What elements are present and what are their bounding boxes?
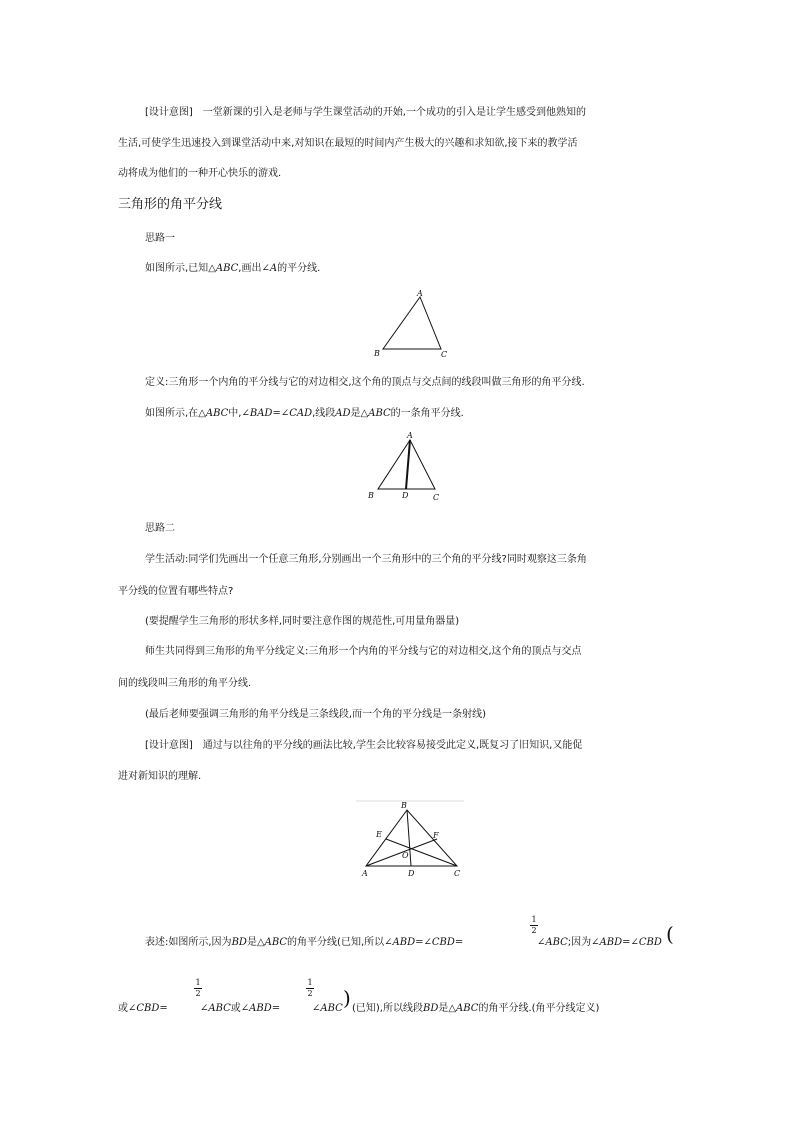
example-triangle-2: △ABC — [360, 408, 391, 419]
example-b: 中, — [228, 408, 242, 419]
summary-line-2: 间的线段叫三角形的角平分线. — [118, 678, 252, 689]
statement-line-2c — [312, 1002, 343, 1016]
idea-one-title: 思路一 — [145, 233, 175, 244]
example-e: 的一条角平分线. — [390, 408, 464, 419]
idea-one-prompt — [145, 262, 320, 276]
statement-c: 的角平分线(已知,所以 — [287, 937, 385, 948]
bisector-cf — [386, 839, 457, 866]
statement-bd-2: BD — [422, 1003, 439, 1014]
statement-paren-close: ) — [343, 986, 351, 1010]
statement-f: 或 — [230, 1003, 241, 1014]
statement-i: 的角平分线.(角平分线定义) — [478, 1003, 600, 1014]
idea-two-title: 思路二 — [145, 523, 175, 534]
definition-text: 定义:三角形一个内角的平分线与它的对边相交,这个角的顶点与交点间的线段叫做三角形的角平分线. — [145, 377, 585, 388]
bisector-ad — [406, 440, 410, 489]
statement-bd: BD — [231, 937, 247, 948]
statement-g: (已知),所以线段 — [352, 1003, 423, 1014]
fig3-label-c: C — [454, 869, 461, 878]
statement-line-2b — [200, 1002, 280, 1016]
statement-e: 或 — [118, 1003, 128, 1014]
fraction-half-3-denominator: 2 — [307, 989, 313, 998]
fig2-label-b: B — [368, 491, 374, 500]
fig2-label-d: D — [402, 491, 409, 500]
prompt-angle: ∠A — [261, 263, 278, 274]
fraction-half-2-numerator: 1 — [195, 978, 201, 987]
statement-line-1 — [145, 936, 463, 950]
activity-line-1: 学生活动:同学们先画出一个任意三角形,分别画出一个三角形中的三个角的平分线?同时观察这三条角 — [145, 554, 587, 565]
figure-triangle-abc — [370, 288, 460, 360]
fig2-label-c: C — [433, 493, 440, 502]
fig1-label-a: A — [417, 289, 423, 298]
statement-d: ;因为 — [567, 937, 592, 948]
design-intent-2-line-1: [设计意图] 通过与以往角的平分线的画法比较,学生会比较容易接受此定义,既复习了旧知识,又能促 — [145, 740, 583, 751]
teacher-note-1: (要提醒学生三角形的形状多样,同时要注意作图的规范性,可用量角器量) — [145, 616, 460, 627]
statement-paren-open: ( — [666, 922, 674, 946]
design-intent-line-3: 动将成为他们的一种开心快乐的游戏. — [118, 168, 282, 179]
teacher-note-2: (最后老师要强调三角形的角平分线是三条线段,而一个角的平分线是一条射线) — [145, 709, 486, 720]
figure-triangle-three-bisectors — [350, 796, 470, 882]
fig3-label-f: F — [433, 831, 439, 840]
example-d: 是 — [350, 408, 361, 419]
statement-b: 是 — [246, 937, 257, 948]
fraction-half-3-numerator: 1 — [307, 978, 313, 987]
statement-line-2d — [352, 1002, 599, 1016]
fraction-half-2 — [194, 979, 202, 998]
statement-h: 是 — [438, 1003, 449, 1014]
fig1-label-c: C — [441, 350, 448, 359]
fraction-half-1-denominator: 2 — [531, 926, 537, 935]
example-segment: AD — [335, 408, 351, 419]
prompt-triangle: △ABC — [208, 263, 239, 274]
statement-triangle-2: △ABC — [448, 1003, 479, 1014]
fig3-label-o: O — [402, 851, 409, 860]
summary-line-1: 师生共同得到三角形的角平分线定义:三角形一个内角的平分线与它的对边相交,这个角的顶点与交点 — [145, 646, 582, 657]
statement-eq4: ∠ABD= — [240, 1003, 281, 1014]
fraction-half-3 — [306, 979, 314, 998]
statement-line-1-cont — [537, 936, 662, 950]
statement-a: 表述:如图所示,因为 — [145, 937, 232, 948]
fraction-half-1 — [530, 916, 538, 935]
example-triangle: △ABC — [198, 408, 229, 419]
statement-eq1: ∠ABD=∠CBD= — [384, 937, 464, 948]
section-title: 三角形的角平分线 — [118, 197, 223, 212]
fig3-label-a: A — [362, 869, 368, 878]
example-text — [145, 407, 464, 421]
prompt-text-c: 的平分线. — [277, 263, 321, 274]
statement-abc-3: ∠ABC — [312, 1003, 343, 1014]
fig3-label-b: B — [401, 801, 407, 810]
prompt-text-a: 如图所示,已知 — [145, 263, 209, 274]
triangle-abc-shape — [383, 297, 441, 349]
statement-triangle: △ABC — [256, 937, 288, 948]
fraction-half-1-numerator: 1 — [531, 915, 537, 924]
statement-abc: ∠ABC — [537, 937, 568, 948]
figure-triangle-bisector-ad — [364, 429, 449, 504]
design-intent-line-2: 生活,可使学生迅速投入到课堂活动中来,对知识在最短的时间内产生极大的兴趣和求知欲,接下来的教学活 — [118, 138, 578, 149]
example-equation: ∠BAD=∠CAD — [241, 408, 313, 419]
fig2-label-a: A — [407, 431, 413, 440]
activity-line-2: 平分线的位置有哪些特点? — [118, 586, 234, 597]
example-a: 如图所示,在 — [145, 408, 199, 419]
prompt-text-b: ,画出 — [238, 263, 262, 274]
statement-eq3: ∠CBD= — [128, 1003, 168, 1014]
fig1-label-b: B — [374, 349, 380, 358]
fig3-label-e: E — [376, 830, 382, 839]
example-c: ,线段 — [312, 408, 336, 419]
statement-line-2a — [118, 1002, 168, 1016]
fraction-half-2-denominator: 2 — [195, 989, 201, 998]
design-intent-line-1: [设计意图] 一堂新课的引入是老师与学生课堂活动的开始,一个成功的引入是让学生感受到他熟知的 — [145, 107, 586, 118]
design-intent-2-line-2: 进对新知识的理解. — [118, 771, 202, 782]
statement-abc-2: ∠ABC — [200, 1003, 231, 1014]
statement-eq2: ∠ABD=∠CBD — [591, 937, 662, 948]
fig3-label-d: D — [408, 869, 415, 878]
